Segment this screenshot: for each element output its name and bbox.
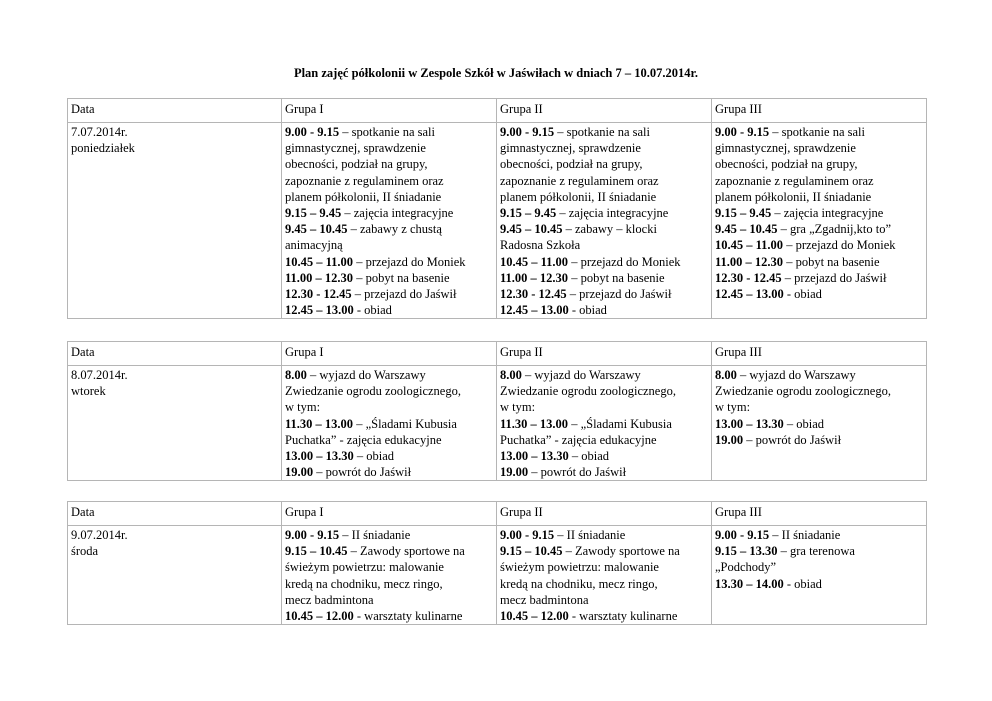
page-title: Plan zajęć półkolonii w Zespole Szkół w Jaświłach w dniach 7 – 10.07.2014r. — [293, 66, 699, 80]
activity-text: kredą na chodniku, mecz ringo, — [285, 576, 443, 591]
weekday-text: środa — [71, 544, 99, 559]
group-1-schedule-cell — [282, 123, 497, 319]
activity-text: animacyjną — [285, 238, 343, 253]
activity-text: – spotkanie na sali — [554, 125, 650, 139]
activity-text: – II śniadanie — [339, 528, 411, 542]
activity-text: – obiad — [568, 449, 610, 464]
activity-text: gimnastycznej, sprawdzenie — [285, 141, 426, 156]
schedule-line — [285, 399, 493, 415]
activity-text: w tym: — [715, 400, 751, 415]
time-range: 13.00 – 13.30 — [715, 416, 784, 431]
activity-text: – powrót do Jaświł — [528, 465, 627, 480]
time-range: 9.00 - 9.15 — [715, 125, 770, 139]
schedule-line — [715, 383, 923, 399]
time-range: 10.45 – 11.00 — [285, 254, 354, 269]
activity-text: – spotkanie na sali — [339, 125, 435, 139]
time-range: 10.45 – 11.00 — [500, 254, 569, 269]
time-range: 9.45 – 10.45 — [715, 222, 778, 237]
activity-text: – przejazd do Jaświł — [566, 287, 672, 302]
schedule-line — [500, 448, 708, 464]
header-group-1: Grupa I — [282, 502, 497, 526]
date-cell — [68, 366, 282, 481]
activity-text: – obiad — [353, 449, 395, 464]
schedule-line — [500, 576, 708, 592]
time-range: 8.00 — [500, 368, 522, 382]
time-range: 9.15 – 9.45 — [500, 206, 557, 221]
time-range: 9.00 - 9.15 — [715, 528, 770, 542]
schedule-line — [715, 124, 923, 140]
schedule-line — [500, 383, 708, 399]
schedule-line — [715, 254, 923, 270]
date-cell — [68, 123, 282, 319]
schedule-line — [285, 140, 493, 156]
header-group-2: Grupa II — [497, 99, 712, 123]
schedule-line — [500, 140, 708, 156]
header-group-2: Grupa II — [497, 502, 712, 526]
schedule-line — [285, 221, 493, 237]
schedule-line — [715, 432, 923, 448]
schedule-line — [500, 416, 708, 432]
time-range: 19.00 — [285, 465, 314, 480]
schedule-line — [285, 302, 493, 318]
schedule-line — [500, 124, 708, 140]
table-row — [68, 123, 927, 319]
group-1-schedule-cell — [282, 366, 497, 481]
activity-text: – przejazd do Moniek — [353, 254, 466, 269]
activity-text: - obiad — [783, 576, 822, 591]
schedule-line — [500, 189, 708, 205]
activity-text: – obiad — [783, 416, 825, 431]
table-row — [68, 526, 927, 625]
schedule-line — [285, 270, 493, 286]
schedule-line — [285, 286, 493, 302]
table-header-row — [68, 99, 927, 123]
schedule-line — [715, 527, 923, 543]
time-range: 11.00 – 12.30 — [285, 270, 354, 285]
activity-text: Puchatka” - zajęcia edukacyjne — [500, 432, 657, 447]
time-range: 9.45 – 10.45 — [285, 222, 348, 237]
activity-text: – pobyt na basenie — [783, 254, 880, 269]
activity-text: świeżym powietrzu: malowanie — [285, 560, 444, 575]
schedule-table-day-2 — [67, 341, 927, 481]
activity-text: – „Śladami Kubusia — [568, 416, 672, 431]
schedule-line — [285, 608, 493, 624]
activity-text: – Zawody sportowe na — [347, 544, 465, 559]
time-range: 9.00 - 9.15 — [500, 528, 555, 542]
schedule-line — [715, 221, 923, 237]
schedule-line — [285, 156, 493, 172]
header-group-3: Grupa III — [712, 342, 927, 366]
schedule-line — [715, 189, 923, 205]
weekday-text: poniedziałek — [71, 141, 135, 156]
activity-text: kredą na chodniku, mecz ringo, — [500, 576, 658, 591]
time-range: 9.15 – 9.45 — [715, 206, 772, 221]
schedule-table-day-1 — [67, 98, 927, 319]
activity-text: – powrót do Jaświł — [743, 432, 842, 447]
time-range: 11.00 – 12.30 — [500, 270, 569, 285]
schedule-line — [715, 270, 923, 286]
schedule-table-day-3 — [67, 501, 927, 625]
activity-text: Radosna Szkoła — [500, 238, 581, 253]
time-range: 9.15 – 10.45 — [500, 544, 563, 559]
schedule-line — [500, 367, 708, 383]
schedule-line — [285, 559, 493, 575]
group-2-schedule-cell — [497, 526, 712, 625]
activity-text: gimnastycznej, sprawdzenie — [500, 141, 641, 156]
activity-text: obecności, podział na grupy, — [285, 157, 428, 172]
time-range: 13.00 – 13.30 — [285, 449, 354, 464]
time-range: 12.30 - 12.45 — [500, 287, 567, 302]
activity-text: zapoznanie z regulaminem oraz — [285, 173, 444, 188]
activity-text: - warsztaty kulinarne — [568, 609, 678, 624]
activity-text: Zwiedzanie ogrodu zoologicznego, — [285, 384, 461, 399]
activity-text: - obiad — [353, 303, 392, 318]
schedule-line — [285, 124, 493, 140]
activity-text: – zajęcia integracyjne — [341, 206, 454, 221]
activity-text: – spotkanie na sali — [769, 125, 865, 139]
time-range: 13.30 – 14.00 — [715, 576, 784, 591]
header-group-1: Grupa I — [282, 99, 497, 123]
date-text: 8.07.2014r. — [71, 368, 128, 382]
schedule-line — [715, 416, 923, 432]
activity-text: - obiad — [568, 303, 607, 318]
activity-text: planem półkolonii, II śniadanie — [285, 189, 442, 204]
time-range: 9.00 - 9.15 — [285, 125, 340, 139]
schedule-line — [715, 399, 923, 415]
schedule-line — [715, 156, 923, 172]
time-range: 9.15 – 13.30 — [715, 544, 778, 559]
time-range: 9.00 - 9.15 — [285, 528, 340, 542]
schedule-line — [715, 543, 923, 559]
schedule-line — [285, 464, 493, 480]
schedule-line — [715, 237, 923, 253]
activity-text: zapoznanie z regulaminem oraz — [715, 173, 874, 188]
activity-text: gimnastycznej, sprawdzenie — [715, 141, 856, 156]
activity-text: – przejazd do Moniek — [568, 254, 681, 269]
activity-text: w tym: — [285, 400, 321, 415]
time-range: 11.30 – 13.00 — [285, 416, 354, 431]
header-date: Data — [68, 99, 282, 123]
activity-text: – II śniadanie — [769, 528, 841, 542]
activity-text: w tym: — [500, 400, 536, 415]
schedule-line — [285, 189, 493, 205]
schedule-line — [500, 608, 708, 624]
activity-text: Zwiedzanie ogrodu zoologicznego, — [715, 384, 891, 399]
schedule-line — [500, 592, 708, 608]
time-range: 13.00 – 13.30 — [500, 449, 569, 464]
schedule-line — [500, 399, 708, 415]
schedule-line — [500, 543, 708, 559]
schedule-line — [715, 140, 923, 156]
schedule-line — [285, 254, 493, 270]
activity-text: mecz badmintona — [285, 592, 374, 607]
activity-text: – Zawody sportowe na — [562, 544, 680, 559]
time-range: 11.00 – 12.30 — [715, 254, 784, 269]
schedule-line — [500, 156, 708, 172]
schedule-line — [285, 205, 493, 221]
time-range: 9.00 - 9.15 — [500, 125, 555, 139]
schedule-line — [285, 237, 493, 253]
header-group-2: Grupa II — [497, 342, 712, 366]
schedule-line — [285, 576, 493, 592]
schedule-line — [285, 383, 493, 399]
weekday-text: wtorek — [71, 384, 106, 399]
group-3-schedule-cell — [712, 123, 927, 319]
activity-text: mecz badmintona — [500, 592, 589, 607]
schedule-line — [500, 221, 708, 237]
schedule-line — [285, 543, 493, 559]
time-range: 10.45 – 12.00 — [500, 609, 569, 624]
schedule-line — [285, 416, 493, 432]
activity-text: – przejazd do Jaświł — [351, 287, 457, 302]
activity-text: – pobyt na basenie — [353, 270, 450, 285]
schedule-line — [715, 205, 923, 221]
header-group-3: Grupa III — [712, 99, 927, 123]
schedule-line — [500, 286, 708, 302]
schedule-line — [500, 254, 708, 270]
activity-text: – zabawy – klocki — [562, 222, 657, 237]
activity-text: – powrót do Jaświł — [313, 465, 412, 480]
activity-text: – przejazd do Jaświł — [781, 270, 887, 285]
header-date: Data — [68, 342, 282, 366]
time-range: 9.15 – 9.45 — [285, 206, 342, 221]
activity-text: planem półkolonii, II śniadanie — [500, 189, 657, 204]
header-group-1: Grupa I — [282, 342, 497, 366]
activity-text: – zajęcia integracyjne — [556, 206, 669, 221]
group-1-schedule-cell — [282, 526, 497, 625]
schedule-line — [500, 173, 708, 189]
activity-text: – przejazd do Moniek — [783, 238, 896, 253]
activity-text: – wyjazd do Warszawy — [306, 368, 426, 382]
table-header-row — [68, 342, 927, 366]
schedule-line — [500, 464, 708, 480]
date-text: 9.07.2014r. — [71, 528, 128, 542]
schedule-line — [285, 448, 493, 464]
activity-text: – „Śladami Kubusia — [353, 416, 457, 431]
schedule-line — [500, 432, 708, 448]
activity-text: zapoznanie z regulaminem oraz — [500, 173, 659, 188]
time-range: 10.45 – 11.00 — [715, 238, 784, 253]
schedule-line — [500, 205, 708, 221]
time-range: 9.45 – 10.45 — [500, 222, 563, 237]
activity-text: obecności, podział na grupy, — [500, 157, 643, 172]
time-range: 8.00 — [285, 368, 307, 382]
activity-text: - obiad — [783, 287, 822, 302]
time-range: 8.00 — [715, 368, 737, 382]
header-date: Data — [68, 502, 282, 526]
activity-text: - warsztaty kulinarne — [353, 609, 463, 624]
group-3-schedule-cell — [712, 366, 927, 481]
schedule-line — [285, 527, 493, 543]
time-range: 9.15 – 10.45 — [285, 544, 348, 559]
schedule-line — [285, 173, 493, 189]
table-header-row — [68, 502, 927, 526]
time-range: 12.45 – 13.00 — [500, 303, 569, 318]
schedule-line — [715, 367, 923, 383]
time-range: 12.30 - 12.45 — [715, 270, 782, 285]
activity-text: Puchatka” - zajęcia edukacyjne — [285, 432, 442, 447]
activity-text: świeżym powietrzu: malowanie — [500, 560, 659, 575]
activity-text: planem półkolonii, II śniadanie — [715, 189, 872, 204]
time-range: 19.00 — [715, 432, 744, 447]
schedule-line — [285, 432, 493, 448]
schedule-line — [500, 270, 708, 286]
activity-text: – gra terenowa — [777, 544, 855, 559]
schedule-line — [500, 527, 708, 543]
activity-text: Zwiedzanie ogrodu zoologicznego, — [500, 384, 676, 399]
table-row — [68, 366, 927, 481]
header-group-3: Grupa III — [712, 502, 927, 526]
time-range: 11.30 – 13.00 — [500, 416, 569, 431]
activity-text: – wyjazd do Warszawy — [736, 368, 856, 382]
schedule-line — [500, 559, 708, 575]
schedule-line — [285, 367, 493, 383]
schedule-line — [500, 302, 708, 318]
date-cell — [68, 526, 282, 625]
activity-text: – gra „Zgadnij,kto to” — [777, 222, 892, 237]
group-2-schedule-cell — [497, 123, 712, 319]
schedule-line — [715, 576, 923, 592]
schedule-line — [285, 592, 493, 608]
time-range: 19.00 — [500, 465, 529, 480]
activity-text: „Podchody” — [715, 560, 777, 575]
activity-text: – wyjazd do Warszawy — [521, 368, 641, 382]
time-range: 12.45 – 13.00 — [715, 287, 784, 302]
group-2-schedule-cell — [497, 366, 712, 481]
activity-text: – pobyt na basenie — [568, 270, 665, 285]
activity-text: – zajęcia integracyjne — [771, 206, 884, 221]
activity-text: – II śniadanie — [554, 528, 626, 542]
date-text: 7.07.2014r. — [71, 125, 128, 139]
schedule-line — [500, 237, 708, 253]
activity-text: – zabawy z chustą — [347, 222, 442, 237]
schedule-line — [715, 559, 923, 575]
activity-text: obecności, podział na grupy, — [715, 157, 858, 172]
schedule-line — [715, 286, 923, 302]
time-range: 12.30 - 12.45 — [285, 287, 352, 302]
group-3-schedule-cell — [712, 526, 927, 625]
schedule-line — [715, 173, 923, 189]
time-range: 10.45 – 12.00 — [285, 609, 354, 624]
time-range: 12.45 – 13.00 — [285, 303, 354, 318]
